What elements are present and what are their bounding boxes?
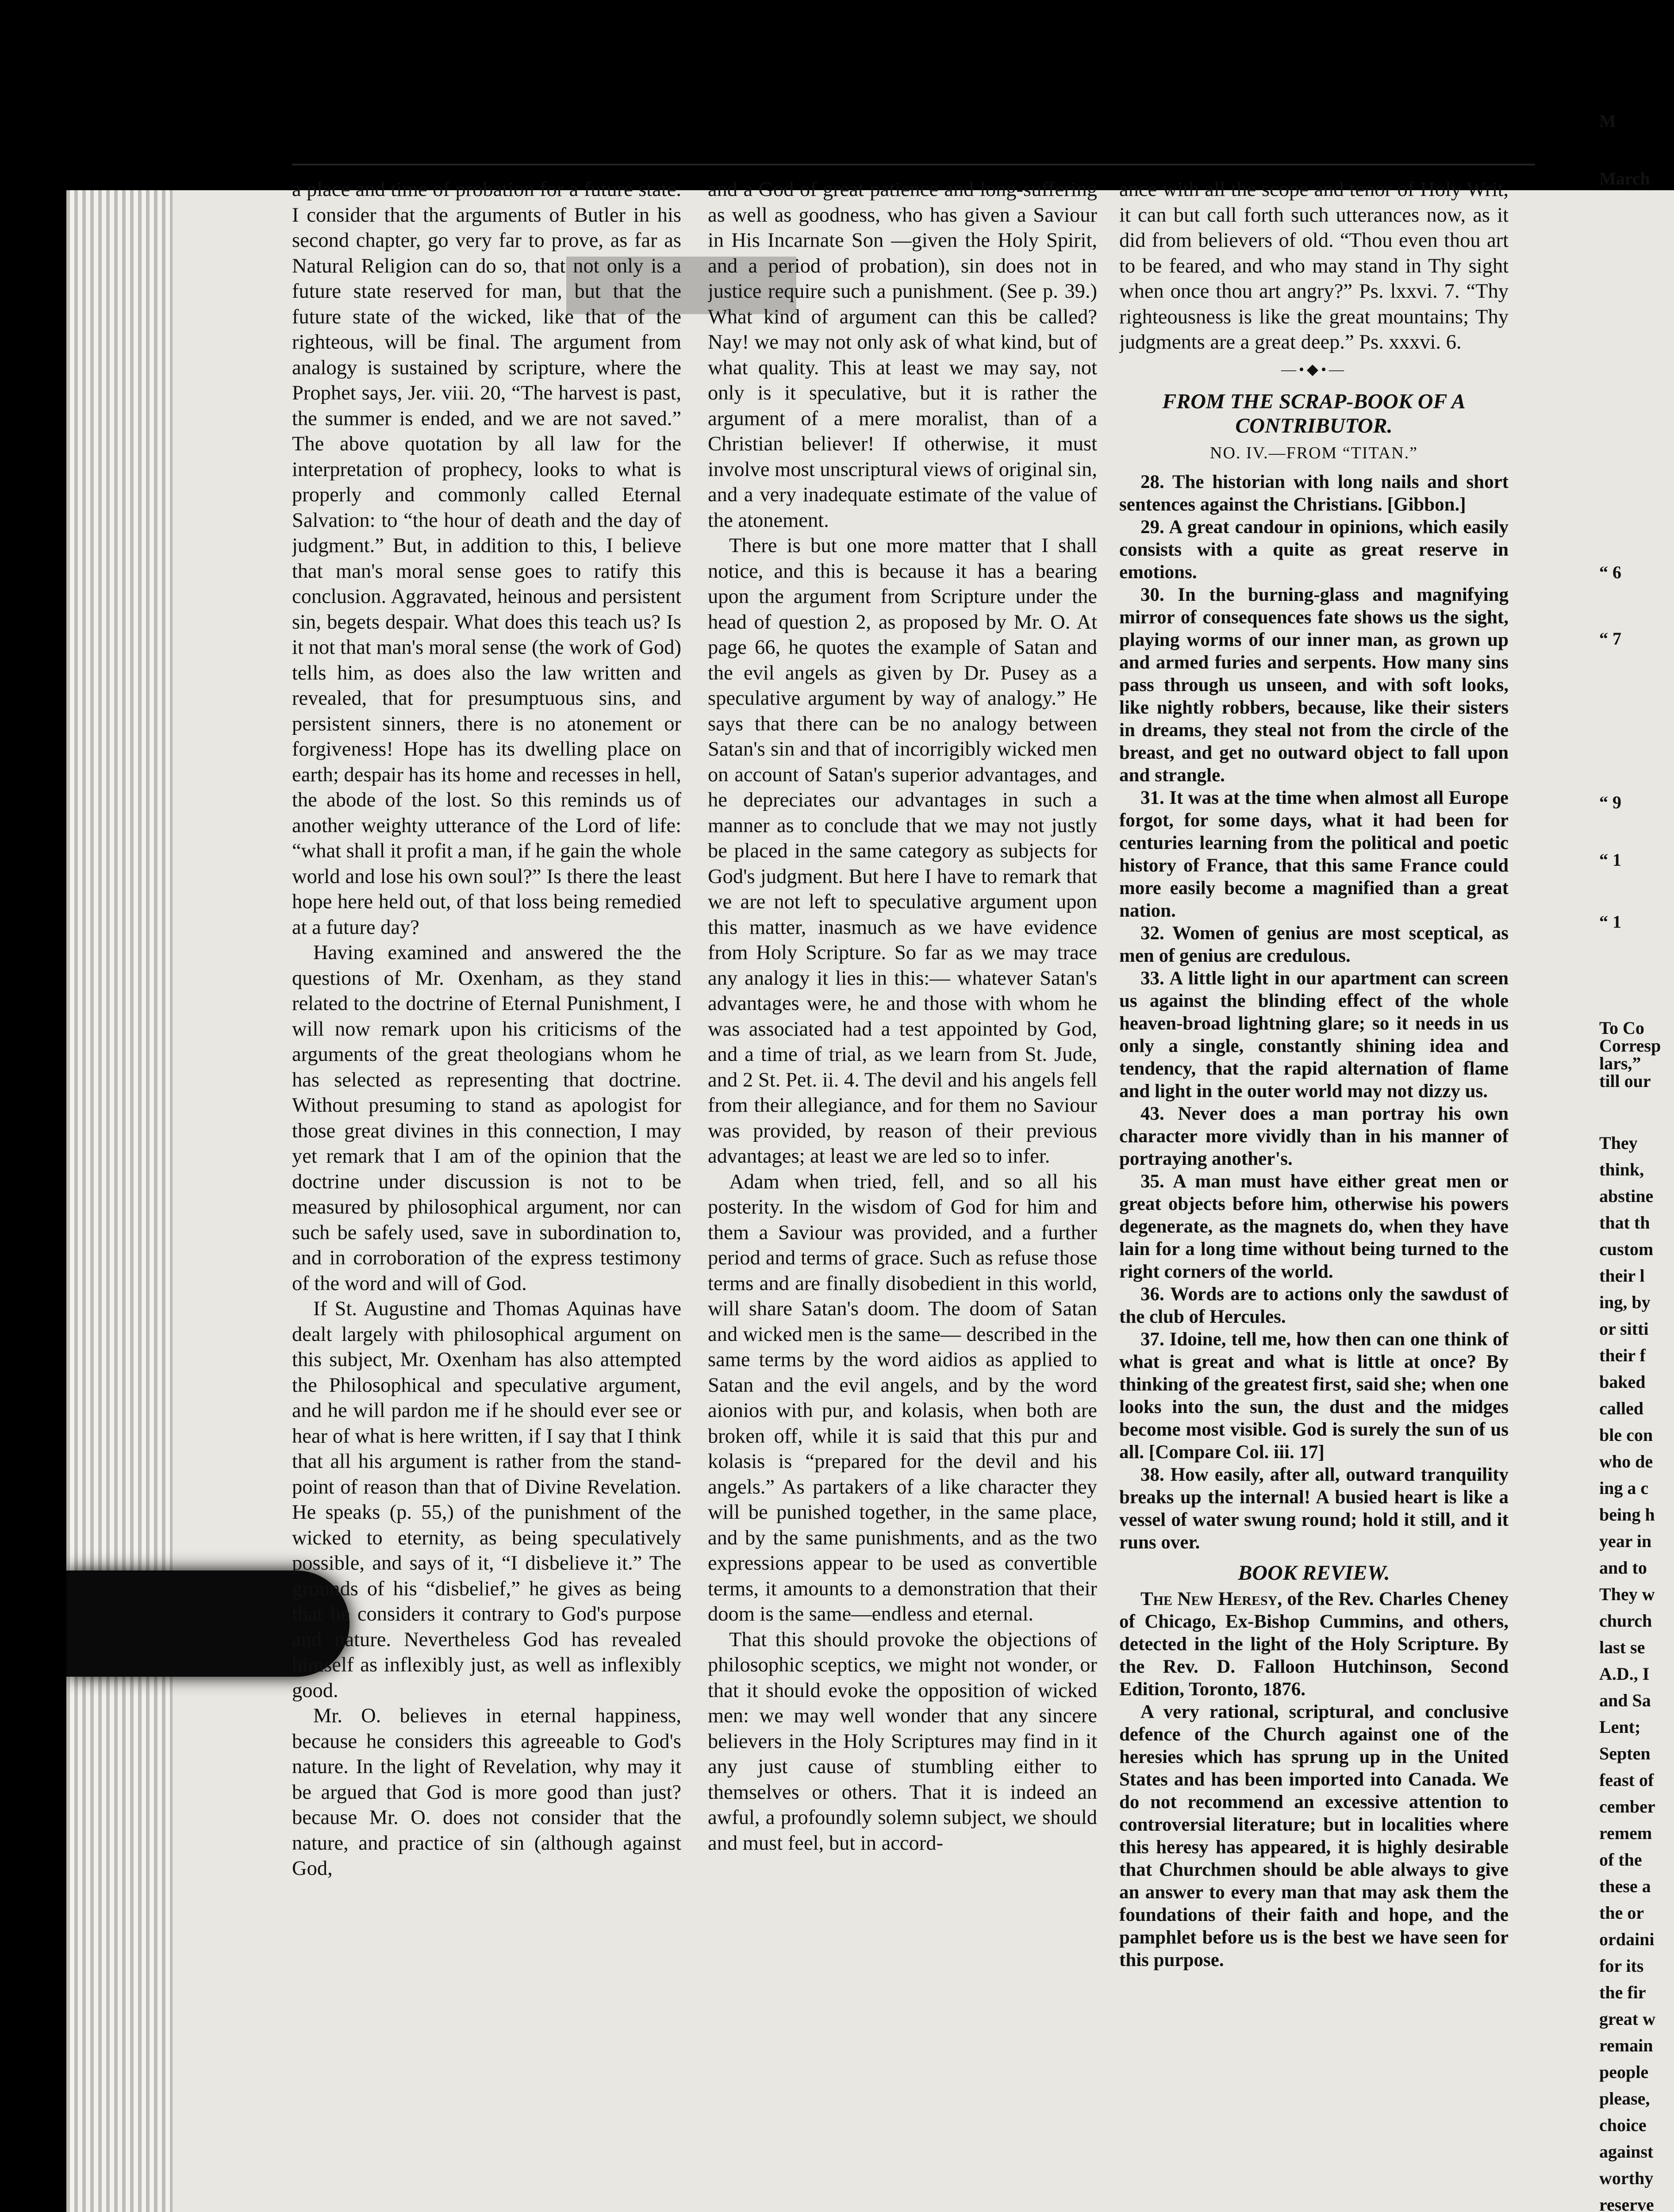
adjacent-page-fragment: custom: [1599, 1239, 1654, 1259]
adjacent-page-fragment: feast of: [1599, 1770, 1654, 1790]
adjacent-page-fragment: their l: [1599, 1266, 1645, 1286]
page-number: 100: [292, 116, 348, 157]
adjacent-page-fragment: To Co: [1599, 1018, 1644, 1038]
paragraph: Having examined and answered the the questions of Mr. Oxenham, as they stand related to the doctrine of Eternal Punishment, I will now remark upon his criticisms of the arguments of the great theologians whom he has selected as representing that doctrine. Without presuming to stand as apologist for those great divines in this connection, I may yet remark that I am of the opinion that the doctrine under discussion is not to be measured by philosophical argument, nor can such be safely used, save in subordination to, and in corroboration of the express testimony of the word and will of God.: [292, 941, 681, 1295]
book-review-heading: BOOK REVIEW.: [1238, 1561, 1390, 1585]
page-stack-edge: [66, 190, 173, 2212]
adjacent-page-fragment: and to: [1599, 1558, 1647, 1578]
adjacent-page-fragment: till our: [1599, 1071, 1651, 1091]
scrapbook-items: [1119, 471, 1509, 1554]
column-2: [708, 177, 1097, 2132]
adjacent-page-fragment: M: [1599, 111, 1616, 131]
adjacent-page-fragment: the or: [1599, 1903, 1644, 1923]
adjacent-page-fragment: think,: [1599, 1160, 1644, 1179]
adjacent-page-fragment: their f: [1599, 1345, 1646, 1365]
scrapbook-item: 31. It was at the time when almost all Europe forgot, for some days, what it had been for centuries learning from the political and poetic history of France, that this same France could more easily become a magnified than a great nation.: [1119, 787, 1509, 921]
adjacent-page-fragment: ing, by: [1599, 1292, 1651, 1312]
adjacent-page-fragment: They w: [1599, 1584, 1655, 1604]
scrapbook-heading: FROM THE SCRAP-BOOK OF A CONTRIBUTOR.: [1162, 390, 1466, 438]
issue-date: [March 2nd, 1876.: [1327, 123, 1527, 152]
adjacent-page-fragment: of the: [1599, 1850, 1642, 1870]
adjacent-page-fragment: “ 1: [1599, 912, 1621, 932]
adjacent-page-fragment: year in: [1599, 1531, 1652, 1551]
paragraph: and a God of great patience and long-suffering as well as goodness, who has given a Saviour in His Incarnate Son —given the Holy Spirit, and a period of probation), sin does not in justice require such a punishment. (See p. 39.) What kind of argument can this be called? Nay! we may not only ask of what kind, but of what quality. This at least we may say, not only is it speculative, but it is rather the argument of a mere moralist, than of a Christian believer! If otherwise, it must involve most unscriptural views of original sin, and a very inadequate estimate of the value of the atonement.: [708, 178, 1097, 532]
adjacent-page-fragment: ing a c: [1599, 1478, 1649, 1498]
adjacent-page-fragment: people: [1599, 2062, 1649, 2082]
paragraph: If St. Augustine and Thomas Aquinas have dealt largely with philosophical argument on this subject, Mr. Oxenham has also attempted the Philosophical and speculative argument, and he will pardon me if he should ever see or hear of what is here written, if I say that I think that all his argument is rather from the stand-point of reason than that of Divine Revelation. He speaks (p. 55,) of the punishment of the wicked to eternity, as being speculatively possible, and says of it, “I disbelieve it.” The grounds of his “disbelief,” he gives as being that he considers it contrary to God's purpose and nature. Nevertheless God has revealed himself as inflexibly just, as well as inflexibly good.: [292, 1298, 681, 1702]
adjacent-page-fragment: A.D., I: [1599, 1664, 1650, 1684]
adjacent-page-fragment: “ 7: [1599, 629, 1621, 649]
adjacent-page-fragment: called: [1599, 1398, 1643, 1418]
scrapbook-item: 28. The historian with long nails and short sentences against the Christians. [Gibbon.]: [1119, 471, 1509, 515]
adjacent-page-fragment: They: [1599, 1133, 1638, 1153]
column-3: [1119, 177, 1509, 2132]
adjacent-page-fragment: Septen: [1599, 1743, 1651, 1763]
adjacent-page-fragment: Corresp: [1599, 1036, 1661, 1056]
section-ornament: —•◆•—: [1281, 361, 1347, 378]
paragraph: That this should provoke the objections of philosophic sceptics, we might not wonder, or that it should evoke the opposition of wicked men: we may well wonder that any sincere believers in the Holy Scriptures may find in it any just cause of stumbling either to themselves or others. That it is indeed an awful, a profoundly solemn subject, we should and must feel, but in accord-: [708, 1628, 1097, 1855]
adjacent-page-fragment: ble con: [1599, 1425, 1653, 1445]
page-header: [292, 106, 1575, 168]
adjacent-page-fragment: ordaini: [1599, 1929, 1655, 1949]
scrapbook-item: 43. Never does a man portray his own character more vividly than in his manner of portraying another's.: [1119, 1103, 1509, 1169]
scrapbook-item: 33. A little light in our apartment can screen us against the blinding effect of the whole heaven-broad lightning glare; so it needs in us only a single, constantly shining idea and tendency, that the rapid alternation of flame and light in the outer world may not dizzy us.: [1119, 968, 1509, 1102]
adjacent-page-fragment: cember: [1599, 1797, 1655, 1816]
adjacent-page-fragment: great w: [1599, 2009, 1655, 2029]
scrapbook-item: 36. Words are to actions only the sawdust of the club of Hercules.: [1119, 1283, 1509, 1327]
scrapbook-item: 32. Women of genius are most sceptical, as men of genius are credulous.: [1119, 922, 1509, 966]
adjacent-page-fragment: these a: [1599, 1876, 1651, 1896]
scrapbook-item: 37. Idoine, tell me, how then can one think of what is great and what is little at once? By thinking of the greatest first, said she; when one looks into the sun, the dust and the midges become most visible. God is surely the sun of us all. [Compare Col. iii. 17]: [1119, 1329, 1509, 1463]
adjacent-page-fragment: choice: [1599, 2115, 1647, 2135]
adjacent-page-fragment: “ 9: [1599, 792, 1621, 812]
paper-title: DOMINION CHURCHMAN.: [602, 116, 1110, 157]
adjacent-page-fragment: Lent;: [1599, 1717, 1641, 1737]
adjacent-page-fragment: church: [1599, 1611, 1652, 1631]
adjacent-page-fragment: that th: [1599, 1213, 1650, 1233]
scrapbook-subheading: NO. IV.—FROM “TITAN.”: [1210, 444, 1418, 462]
adjacent-page-fragment: March: [1599, 169, 1650, 188]
paragraph: Mr. O. believes in eternal happiness, because he considers this agreeable to God's nature. In the light of Revelation, why may it be argued that God is more good than just? because Mr. O. does not consider that the nature, and practice of sin (although against God,: [292, 1705, 681, 1880]
review-entry: [1119, 1588, 1509, 1701]
adjacent-page-fragment: worthy: [1599, 2168, 1654, 2188]
adjacent-page-fragment: please,: [1599, 2089, 1650, 2108]
review-body: A very rational, scriptural, and conclusive defence of the Church against one of the heresies which has sprung up in the United States and has been imported into Canada. We do not recommend an excessive attention to controversial literature; but in localities where this heresy has appeared, it is highly desirable that Churchmen should be able always to give an answer to every man that may ask them the foundations of their faith and hope, and the pamphlet before us is the best we have seen for this purpose.: [1119, 1701, 1509, 1970]
adjacent-page-fragment: the fir: [1599, 1982, 1646, 2002]
header-rule: [292, 164, 1535, 165]
adjacent-page-fragment: abstine: [1599, 1186, 1654, 1206]
adjacent-page-fragment: baked: [1599, 1372, 1646, 1392]
review-entry-lead: The New Heresy,: [1140, 1588, 1282, 1609]
adjacent-page-fragment: “ 6: [1599, 562, 1621, 582]
paragraph: There is but one more matter that I shall notice, and this is because it has a bearing upon the argument from Scripture under the head of question 2, as proposed by Mr. O. At page 66, he quotes the example of Satan and the evil angels as given by Dr. Pusey as a speculative argument by way of analogy.” He says that there can be no analogy between Satan's sin and that of incorrigibly wicked men on account of Satan's superior advantages, and he depreciates our advantages in such a manner as to conclude that we may not justly be placed in the same category as subjects for God's judgment. But here I have to remark that we are not left to speculative argument upon this matter, inasmuch as we have evidence from Holy Scripture. So far as we may trace any analogy it lies in this:— whatever Satan's advantages were, he and those with whom he was associated had a test appointed by God, and a time of trial, as we learn from St. Jude, and 2 St. Pet. ii. 4. The devil and his angels fell from their allegiance, and for them no Saviour was provided, by reason of their previous advantages; at least we are led so to infer.: [708, 534, 1097, 1167]
adjacent-page-fragment: lars,”: [1599, 1053, 1641, 1073]
adjacent-page-fragment: being h: [1599, 1505, 1655, 1525]
adjacent-page-fragment: reserve: [1599, 2195, 1654, 2212]
adjacent-page-fragment: for its: [1599, 1956, 1644, 1976]
column-1: [292, 177, 681, 2132]
adjacent-page-fragment: or sitti: [1599, 1319, 1649, 1339]
adjacent-page-fragment: remain: [1599, 2035, 1653, 2055]
adjacent-page-fragment: against: [1599, 2142, 1654, 2162]
adjacent-page-fragment: who de: [1599, 1452, 1653, 1471]
adjacent-page-fragment: remem: [1599, 1823, 1652, 1843]
scrapbook-item: 29. A great candour in opinions, which easily consists with a quite as great reserve in emotions.: [1119, 516, 1509, 583]
adjacent-page-fragment: and Sa: [1599, 1690, 1651, 1710]
adjacent-page-fragment: last se: [1599, 1637, 1645, 1657]
paragraph: a place and time of probation for a future state. I consider that the arguments of Butler in his second chapter, go very far to prove, as far as Natural Religion can do so, that not only is a future state reserved for man, but that the future state of the wicked, like that of the righteous, will be final. The argument from analogy is sustained by scripture, where the Prophet says, Jer. viii. 20, “The harvest is past, the summer is ended, and we are not saved.” The above quotation by all law for the interpretation of prophecy, looks to what is properly and commonly called Eternal Salvation: to “the hour of death and the day of judgment.” But, in addition to this, I believe that man's moral sense goes to ratify this conclusion. Aggravated, heinous and persistent sin, begets despair. What does this teach us? Is it not that man's moral sense (the work of God) tells him, as does also the law written and revealed, that for presumptuous sins, and persistent sinners, there is no atonement or forgiveness! Hope has its dwelling place on earth; despair has its home and recesses in hell, the abode of the lost. So this reminds us of another weighty utterance of the Lord of life: “what shall it profit a man, if he gain the whole world and lose his own soul?” Is there the least hope here held out, of that loss being remedied at a future day?: [292, 178, 681, 939]
adjacent-page-fragment: “ 1: [1599, 850, 1621, 870]
scrapbook-item: 30. In the burning-glass and magnifying mirror of consequences fate shows us the sight, playing worms of our inner man, as grown up and armed furies and serpents. How many sins pass through us unseen, and with soft looks, like nightly robbers, because, like their sisters in dreams, they steal not from the circle of the breast, and get no outward object to fall upon and strangle.: [1119, 584, 1509, 786]
scrapbook-item: 35. A man must have either great men or great objects before him, otherwise his powers degenerate, as the magnets do, when they have lain for a long time without being turned to the right corners of the world.: [1119, 1171, 1509, 1282]
review-entry-text: of the Rev. Charles Cheney of Chicago, Ex-Bishop Cummins, and others, detected in the light of the Holy Scripture. By the Rev. D. Falloon Hutchinson, Second Edition, Toronto, 1876.: [1119, 1588, 1509, 1700]
paragraph: ance with all the scope and tenor of Holy Writ, it can but call forth such utterances now, as it did from believers of old. “Thou even thou art to be feared, and who may stand in Thy sight when once thou art angry?” Ps. lxxvi. 7. “Thy righteousness is like the great mountains; Thy judgments are a great deep.” Ps. xxxvi. 6.: [1119, 178, 1509, 353]
scrapbook-item: 38. How easily, after all, outward tranquility breaks up the internal! A busied heart is like a vessel of water swung round; hold it still, and it runs over.: [1119, 1464, 1509, 1553]
paragraph: Adam when tried, fell, and so all his posterity. In the wisdom of God for him and them a Saviour was provided, and a further period and terms of grace. Such as refuse those terms and are finally disobedient in this world, will share Satan's doom. The doom of Satan and wicked men is the same— described in the same terms by the word aidios as applied to Satan and the evil angels, and by the word aionios with pur, and kolasis, when both are broken off, while it is said that this pur and kolasis is “prepared for the devil and his angels.” As partakers of a like character they will be punished together, in the same place, and by the same punishments, and as the two expressions appear to be used as convertible terms, it amounts to a demonstration that their doom is the same—endless and eternal.: [708, 1170, 1097, 1625]
book-review: [1119, 1588, 1509, 1971]
